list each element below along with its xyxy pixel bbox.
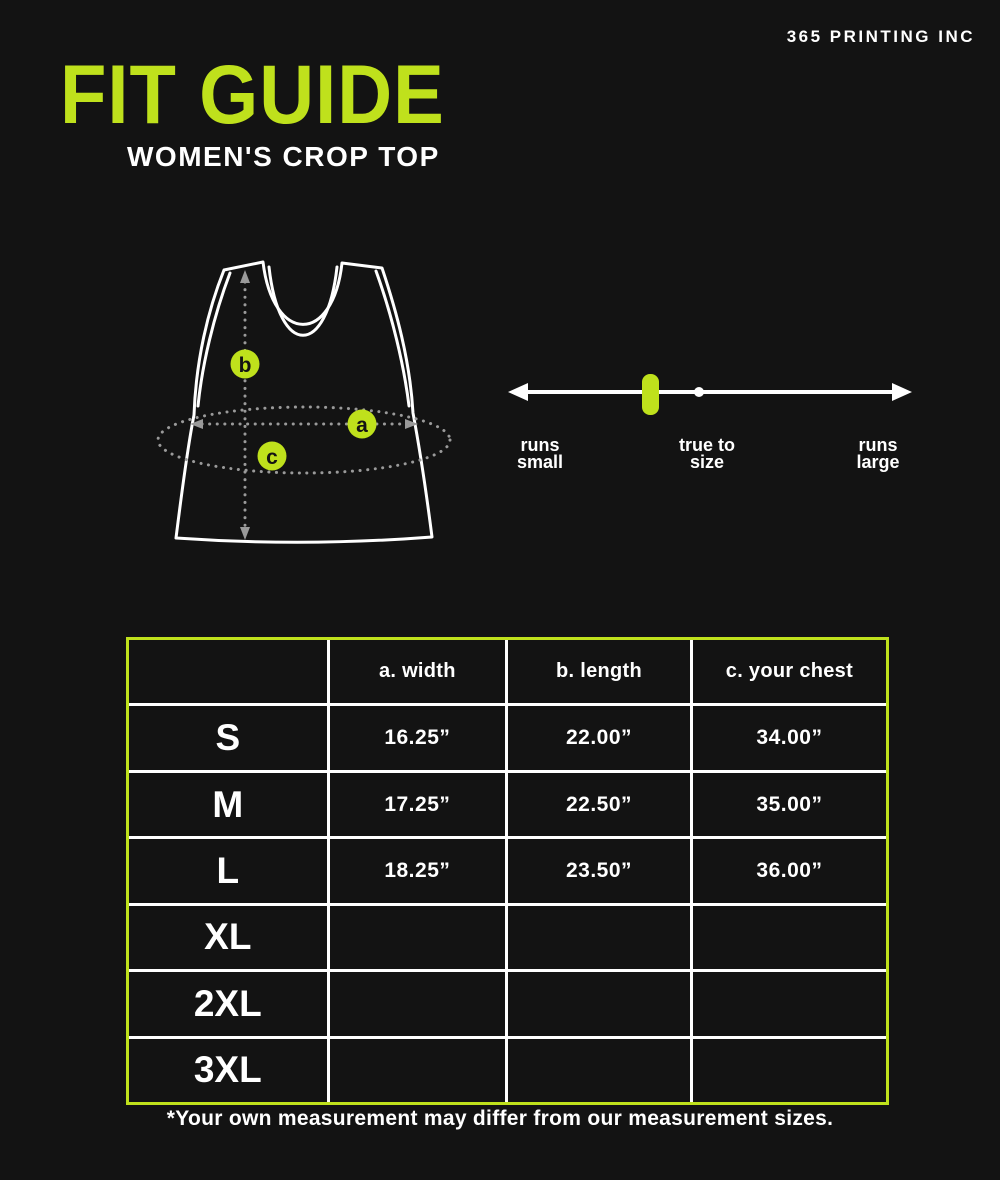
chest-value [693, 972, 886, 1035]
width-value [330, 906, 506, 969]
page-title: FIT GUIDE [60, 48, 445, 142]
chest-value [693, 906, 886, 969]
size-label: S [129, 706, 327, 769]
tank-top-diagram [130, 240, 470, 560]
brand-logo-text: 365 PRINTING INC [786, 27, 975, 46]
size-label: M [129, 773, 327, 836]
fit-indicator-pill [642, 374, 659, 415]
fit-scale-label-runs-small: runs small [516, 435, 564, 472]
size-label: 2XL [129, 972, 327, 1035]
chest-value [693, 1039, 886, 1102]
width-value: 16.25” [330, 706, 506, 769]
width-value: 17.25” [330, 773, 506, 836]
length-value: 22.50” [508, 773, 690, 836]
width-value [330, 972, 506, 1035]
length-value [508, 1039, 690, 1102]
chest-value: 35.00” [693, 773, 886, 836]
fit-scale-arrow-left-icon [508, 383, 528, 401]
size-label: L [129, 839, 327, 902]
length-value: 22.00” [508, 706, 690, 769]
width-value: 18.25” [330, 839, 506, 902]
true-to-size-dot [694, 387, 704, 397]
fit-scale [505, 368, 915, 423]
header-cell-chest: c. your chest [693, 640, 886, 703]
chest-value: 34.00” [693, 706, 886, 769]
fit-scale-label-runs-large: runs large [856, 435, 900, 472]
size-label: XL [129, 906, 327, 969]
chest-value: 36.00” [693, 839, 886, 902]
page-subtitle: WOMEN'S CROP TOP [127, 141, 440, 172]
length-arrow-up-icon [240, 270, 250, 283]
header-cell-width: a. width [330, 640, 506, 703]
marker-b-label: b [238, 354, 252, 377]
length-value: 23.50” [508, 839, 690, 902]
marker-a-label: a [356, 414, 368, 437]
length-value [508, 906, 690, 969]
fit-scale-arrow-right-icon [892, 383, 912, 401]
size-label: 3XL [129, 1039, 327, 1102]
marker-c-label: c [266, 446, 278, 469]
chest-measure-ellipse [158, 407, 450, 473]
fit-scale-label-true-to-size: true to size [679, 435, 735, 472]
header-cell-empty [129, 640, 327, 703]
tank-top-outline [176, 262, 432, 542]
width-value [330, 1039, 506, 1102]
length-arrow-down-icon [240, 527, 250, 540]
size-chart-table [126, 637, 889, 1105]
length-value [508, 972, 690, 1035]
measurement-disclaimer: *Your own measurement may differ from our measurement sizes. [166, 1107, 834, 1130]
header-cell-length: b. length [508, 640, 690, 703]
